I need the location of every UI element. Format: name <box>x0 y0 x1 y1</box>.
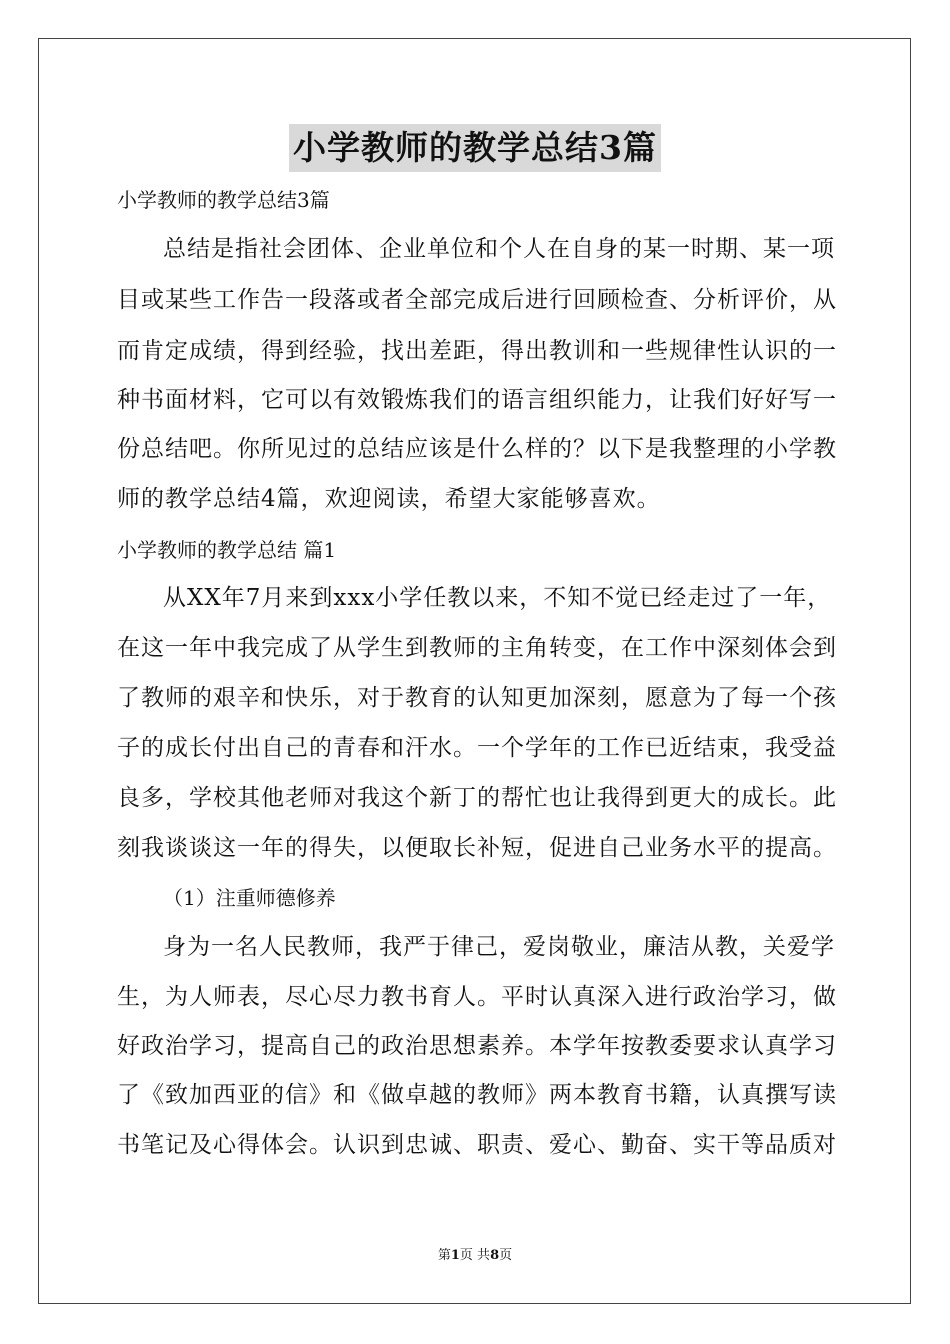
section1-line: 子的成长付出自己的青春和汗水。一个学年的工作已近结束，我受益 <box>117 735 837 761</box>
section-heading: 小学教师的教学总结 篇1 <box>117 538 337 562</box>
section1-line: 了教师的艰辛和快乐，对于教育的认知更加深刻，愿意为了每一个孩 <box>117 685 837 711</box>
intro-line: 总结是指社会团体、企业单位和个人在自身的某一时期、某一项 <box>163 236 835 262</box>
intro-line: 师的教学总结4篇，欢迎阅读，希望大家能够喜欢。 <box>117 486 661 512</box>
intro-line: 目或某些工作告一段落或者全部完成后进行回顾检查、分析评价，从 <box>117 287 837 313</box>
document-subtitle: 小学教师的教学总结3篇 <box>117 188 330 212</box>
page-footer <box>0 1244 950 1263</box>
subsection-heading: （1）注重师德修养 <box>163 886 336 910</box>
section1-line: 良多，学校其他老师对我这个新丁的帮忙也让我得到更大的成长。此 <box>117 785 837 811</box>
section1-line: 在这一年中我完成了从学生到教师的主角转变，在工作中深刻体会到 <box>117 635 837 661</box>
intro-line: 份总结吧。你所见过的总结应该是什么样的？以下是我整理的小学教 <box>117 436 837 462</box>
subsection-line: 好政治学习，提高自己的政治思想素养。本学年按教委要求认真学习 <box>117 1033 837 1059</box>
footer-total-pages: 8 <box>490 1248 500 1263</box>
page-border <box>38 38 911 1304</box>
subsection-line: 身为一名人民教师，我严于律己，爱岗敬业，廉洁从教，关爱学 <box>163 934 835 960</box>
subsection-line: 了《致加西亚的信》和《做卓越的教师》两本教育书籍，认真撰写读 <box>117 1082 837 1108</box>
intro-line: 而肯定成绩，得到经验，找出差距，得出教训和一些规律性认识的一 <box>117 338 837 364</box>
document-title: 小学教师的教学总结3篇 <box>289 124 661 172</box>
subsection-line: 生，为人师表，尽心尽力教书育人。平时认真深入进行政治学习，做 <box>117 984 837 1010</box>
section1-line: 从XX年7月来到xxx小学任教以来，不知不觉已经走过了一年， <box>163 585 832 611</box>
footer-page-prefix: 第 <box>437 1248 451 1263</box>
footer-page-mid: 页 共 <box>459 1248 491 1263</box>
intro-line: 种书面材料，它可以有效锻炼我们的语言组织能力，让我们好好写一 <box>117 387 837 413</box>
title-container <box>0 124 950 172</box>
footer-page-suffix: 页 <box>499 1248 513 1263</box>
footer-page-number: 1 <box>450 1248 460 1263</box>
section1-line: 刻我谈谈这一年的得失，以便取长补短，促进自己业务水平的提高。 <box>117 835 837 861</box>
subsection-line: 书笔记及心得体会。认识到忠诚、职责、爱心、勤奋、实干等品质对 <box>117 1132 837 1158</box>
